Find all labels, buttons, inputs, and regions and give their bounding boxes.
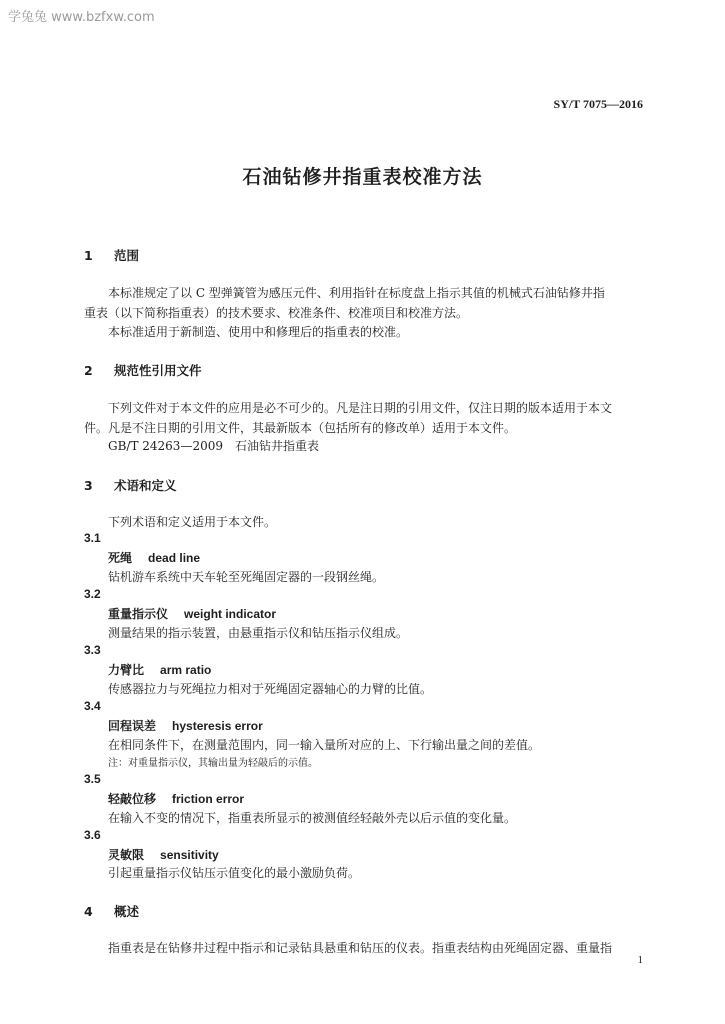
section-2-paragraph-line-2: 件。凡是不注日期的引用文件，其最新版本（包括所有的修改单）适用于本文件。 (84, 421, 517, 435)
term-english: dead line (148, 551, 201, 565)
section-1-paragraph-1-line-1: 本标准规定了以 C 型弹簧管为感压元件、利用指针在标度盘上指示其值的机械式石油钻修井指 (108, 286, 605, 300)
clause-number: 3.2 (84, 587, 101, 601)
term-english: weight indicator (184, 607, 277, 621)
term-chinese: 回程误差 (108, 719, 157, 733)
term-definition: 测量结果的指示装置，由悬重指示仪和钻压指示仪组成。 (108, 626, 409, 640)
clause-number: 3.3 (84, 643, 101, 657)
term-entry (108, 549, 200, 566)
page-number: 1 (637, 954, 643, 966)
clause-number: 3.6 (84, 828, 101, 842)
section-1-paragraph-1-line-2: 重表（以下简称指重表）的技术要求、校准条件、校准项目和校准方法。 (84, 306, 469, 320)
section-1-heading: 1 范围 (84, 248, 140, 263)
clause-number: 3.1 (84, 531, 101, 545)
section-2-heading: 2 规范性引用文件 (84, 363, 202, 378)
term-note: 注：对重量指示仪，其输出量为轻敲后的示值。 (108, 758, 318, 769)
term-chinese: 死绳 (108, 551, 133, 565)
section-4-paragraph-line-1: 指重表是在钻修井过程中指示和记录钻具悬重和钻压的仪表。指重表结构由死绳固定器、重量指 (108, 941, 613, 955)
section-1-paragraph-2: 本标准适用于新制造、使用中和修理后的指重表的校准。 (108, 325, 409, 339)
section-4-heading: 4 概述 (84, 904, 140, 919)
term-definition: 传感器拉力与死绳拉力相对于死绳固定器轴心的力臂的比值。 (108, 682, 433, 696)
term-entry (108, 605, 276, 622)
term-entry (108, 661, 211, 678)
term-entry (108, 717, 263, 734)
term-entry (108, 846, 219, 863)
term-definition: 钻机游车系统中天车轮至死绳固定器的一段钢丝绳。 (108, 570, 385, 584)
section-3-heading: 3 术语和定义 (84, 478, 177, 493)
standard-code: SY/T 7075—2016 (553, 97, 643, 111)
section-2-paragraph-line-1: 下列文件对于本文件的应用是必不可少的。凡是注日期的引用文件，仅注日期的版本适用于本文 (108, 401, 613, 415)
term-definition: 引起重量指示仪钻压示值变化的最小激励负荷。 (108, 866, 361, 880)
term-chinese: 轻敲位移 (108, 792, 157, 806)
term-english: sensitivity (160, 848, 219, 862)
normative-reference: GB/T 24263—2009 石油钻井指重表 (108, 439, 319, 453)
term-chinese: 重量指示仪 (108, 607, 169, 621)
term-english: friction error (172, 792, 245, 806)
document-title: 石油钻修井指重表校准方法 (242, 166, 483, 188)
term-definition: 在输入不变的情况下，指重表所显示的被测值经轻敲外壳以后示值的变化量。 (108, 811, 517, 825)
watermark: 学兔兔 www.bzfxw.com (8, 10, 155, 25)
term-entry (108, 790, 244, 807)
clause-number: 3.4 (84, 699, 101, 713)
term-chinese: 力臂比 (108, 663, 145, 677)
term-definition: 在相同条件下，在测量范围内，同一输入量所对应的上、下行输出量之间的差值。 (108, 738, 541, 752)
term-english: arm ratio (160, 663, 212, 677)
term-english: hysteresis error (172, 719, 263, 733)
term-chinese: 灵敏限 (108, 848, 145, 862)
section-3-intro: 下列术语和定义适用于本文件。 (108, 515, 277, 529)
clause-number: 3.5 (84, 772, 101, 786)
